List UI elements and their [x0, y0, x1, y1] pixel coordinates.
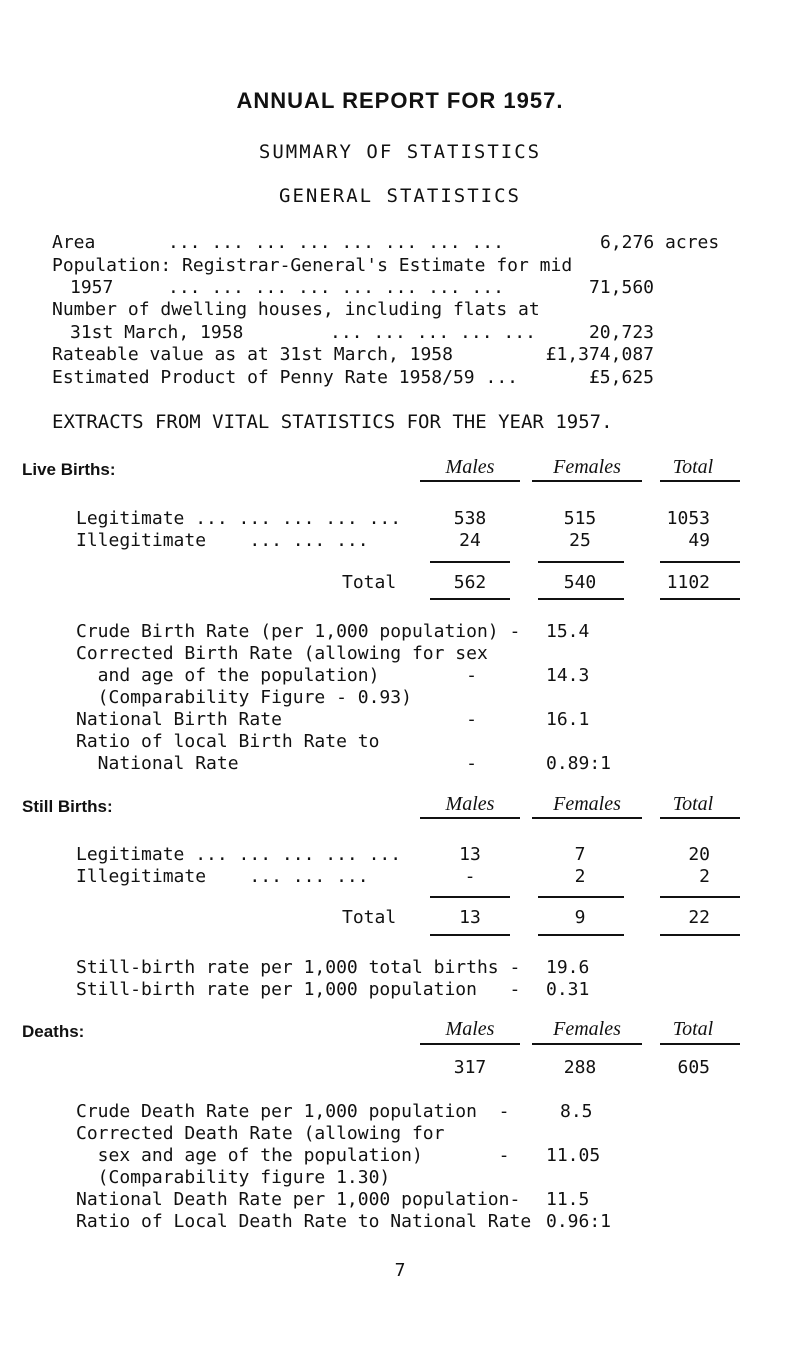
still-underline-males [420, 817, 520, 819]
total-line-males [430, 598, 510, 600]
still-col-females: Females [553, 793, 621, 815]
sum-line-total [660, 561, 740, 563]
still-total-line-males [430, 934, 510, 936]
still-rate-label-1: Still-birth rate per 1,000 total births - [76, 957, 521, 978]
sum-line-males [430, 561, 510, 563]
area-dots: ... ... ... ... ... ... ... ... [168, 232, 504, 253]
illegitimate-label: Illegitimate ... ... ... [76, 530, 369, 551]
total-line-total [660, 598, 740, 600]
birth-rate-value-3: 14.3 [546, 665, 590, 686]
still-total-line-females [538, 934, 624, 936]
still-rate-label-2: Still-birth rate per 1,000 population - [76, 979, 521, 1000]
death-rate-value-1: 8.5 [560, 1101, 593, 1122]
rateable-value: £1,374,087 [545, 344, 654, 365]
still-col-males: Males [445, 793, 495, 815]
underline-total [660, 480, 740, 482]
dwellings-date: 31st March, 1958 [70, 322, 244, 343]
still-legitimate-total: 20 [688, 844, 710, 865]
deaths-col-females: Females [553, 1018, 621, 1040]
dwellings-dots: ... ... ... ... ... [330, 322, 536, 343]
still-legitimate-females: 7 [574, 844, 586, 865]
underline-males [420, 480, 520, 482]
total-females: 540 [563, 572, 597, 593]
total-males: 562 [453, 572, 487, 593]
birth-rate-label-1: Crude Birth Rate (per 1,000 population) - [76, 621, 521, 642]
legitimate-females: 515 [563, 508, 597, 529]
death-rate-value-6: 0.96:1 [546, 1211, 612, 1232]
deaths-females: 288 [563, 1057, 597, 1078]
deaths-col-total: Total [672, 1018, 714, 1040]
still-total-label: Total [342, 907, 397, 928]
still-births-heading: Still Births: [22, 797, 113, 816]
total-label: Total [342, 572, 397, 593]
illegitimate-males: 24 [459, 530, 481, 551]
deaths-underline-males [420, 1043, 520, 1045]
birth-rate-label-6: Ratio of local Birth Rate to [76, 731, 380, 752]
birth-rate-value-7: 0.89:1 [546, 753, 612, 774]
still-illegitimate-males: - [464, 866, 476, 887]
death-rate-label-6: Ratio of Local Death Rate to National Rate [76, 1211, 532, 1232]
still-sum-line-females [538, 896, 624, 898]
legitimate-total: 1053 [666, 508, 710, 529]
col-total: Total [672, 456, 714, 478]
extracts-heading: EXTRACTS FROM VITAL STATISTICS FOR THE YEAR 1957. [52, 411, 613, 433]
death-rate-label-3: sex and age of the population) - [76, 1145, 510, 1166]
still-col-total: Total [672, 793, 714, 815]
still-legitimate-label: Legitimate ... ... ... ... ... [76, 844, 402, 865]
still-total-males: 13 [459, 907, 481, 928]
still-rate-value-1: 19.6 [546, 957, 590, 978]
live-births-heading: Live Births: [22, 460, 116, 479]
underline-females [532, 480, 642, 482]
still-total-females: 9 [574, 907, 586, 928]
col-females: Females [553, 456, 621, 478]
penny-rate-value: £5,625 [588, 367, 654, 388]
dwellings-label: Number of dwelling houses, including flats at [52, 299, 540, 320]
birth-rate-label-5: National Birth Rate - [76, 709, 477, 730]
dwellings-value: 20,723 [588, 322, 654, 343]
deaths-total: 605 [677, 1057, 710, 1078]
page-title: ANNUAL REPORT FOR 1957. [236, 88, 564, 113]
birth-rate-label-7: National Rate - [76, 753, 477, 774]
population-value: 71,560 [588, 277, 654, 298]
population-label: Population: Registrar-General's Estimate for mid [52, 255, 573, 276]
birth-rate-value-1: 15.4 [546, 621, 590, 642]
illegitimate-total: 49 [688, 530, 710, 551]
col-males: Males [445, 456, 495, 478]
still-sum-line-males [430, 896, 510, 898]
birth-rate-label-4: (Comparability Figure - 0.93) [76, 687, 412, 708]
death-rate-label-4: (Comparability figure 1.30) [76, 1167, 391, 1188]
death-rate-label-2: Corrected Death Rate (allowing for [76, 1123, 445, 1144]
still-illegitimate-total: 2 [699, 866, 710, 887]
still-sum-line-total [660, 896, 740, 898]
rateable-value-label: Rateable value as at 31st March, 1958 [52, 344, 453, 365]
sum-line-females [538, 561, 624, 563]
death-rate-label-1: Crude Death Rate per 1,000 population - [76, 1101, 510, 1122]
deaths-males: 317 [453, 1057, 487, 1078]
still-underline-total [660, 817, 740, 819]
total-total: 1102 [666, 572, 710, 593]
still-illegitimate-females: 2 [574, 866, 586, 887]
area-label: Area [52, 232, 96, 253]
illegitimate-females: 25 [569, 530, 591, 551]
summary-heading: SUMMARY OF STATISTICS [258, 141, 542, 163]
page-number: 7 [394, 1260, 406, 1281]
birth-rate-value-5: 16.1 [546, 709, 590, 730]
still-total-line-total [660, 934, 740, 936]
total-line-females [538, 598, 624, 600]
deaths-heading: Deaths: [22, 1022, 85, 1041]
death-rate-label-5: National Death Rate per 1,000 population- [76, 1189, 521, 1210]
deaths-underline-total [660, 1043, 740, 1045]
population-year: 1957 [70, 277, 114, 298]
legitimate-males: 538 [453, 508, 487, 529]
death-rate-value-3: 11.05 [546, 1145, 601, 1166]
legitimate-label: Legitimate ... ... ... ... ... [76, 508, 402, 529]
still-total-total: 22 [688, 907, 710, 928]
still-illegitimate-label: Illegitimate ... ... ... [76, 866, 369, 887]
general-heading: GENERAL STATISTICS [279, 185, 521, 207]
deaths-col-males: Males [445, 1018, 495, 1040]
birth-rate-label-3: and age of the population) - [76, 665, 477, 686]
penny-rate-label: Estimated Product of Penny Rate 1958/59 ... [52, 367, 518, 388]
area-value: 6,276 acres [600, 232, 720, 253]
still-underline-females [532, 817, 642, 819]
deaths-underline-females [532, 1043, 642, 1045]
birth-rate-label-2: Corrected Birth Rate (allowing for sex [76, 643, 488, 664]
population-dots: ... ... ... ... ... ... ... ... [168, 277, 504, 298]
still-rate-value-2: 0.31 [546, 979, 590, 1000]
still-legitimate-males: 13 [459, 844, 481, 865]
death-rate-value-5: 11.5 [546, 1189, 590, 1210]
